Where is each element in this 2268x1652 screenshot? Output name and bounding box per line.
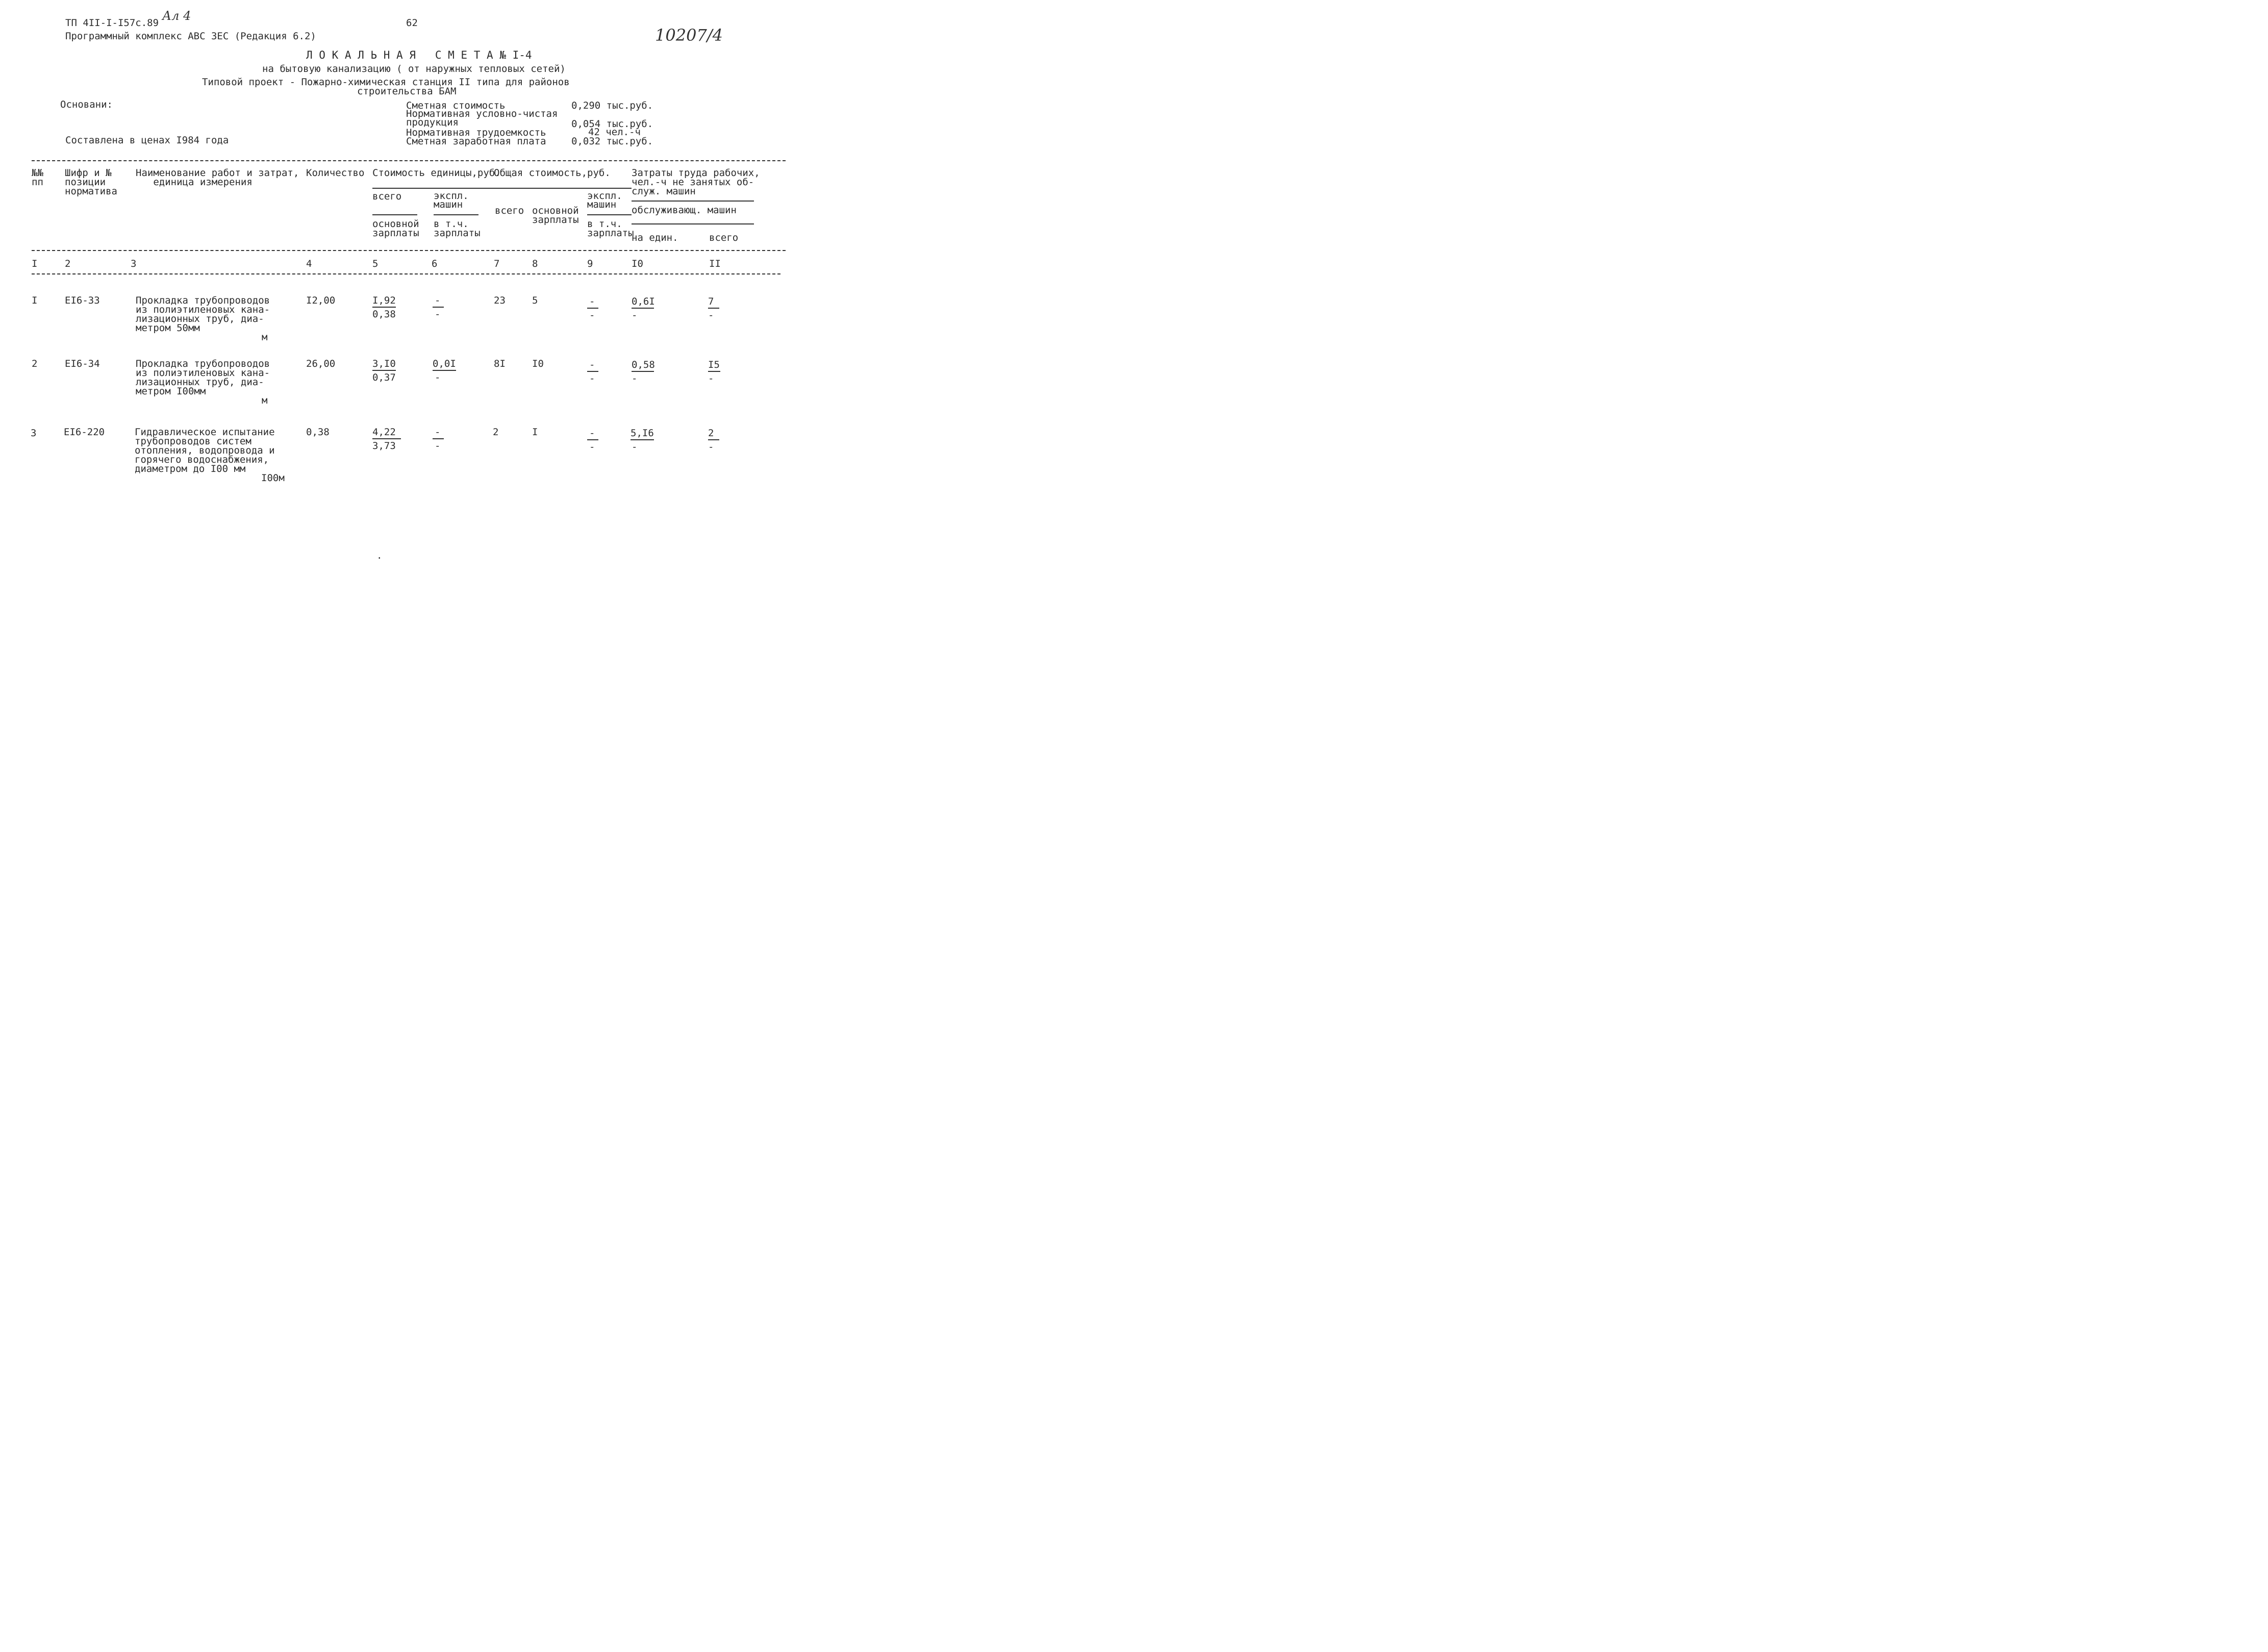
row-total-wage: I0: [532, 358, 544, 369]
row-labor-unit: 0,6I: [632, 296, 655, 307]
header-unit-ekspl: экспл. машин: [434, 190, 469, 210]
row-code: EI6-33: [65, 295, 100, 306]
colnum-7: 7: [494, 258, 500, 269]
row-total-machine-wage: -: [589, 310, 595, 321]
row-machine-cost-underline: [433, 438, 444, 439]
header-rule-total-ekspl: [587, 214, 632, 215]
row-num: 2: [32, 358, 38, 369]
row-total-machine: -: [589, 296, 595, 307]
document-subtitle: на бытовую канализацию ( от наружных тепловых сетей): [262, 63, 566, 74]
summary-value-net-product: 0,054 тыс.руб.: [571, 118, 653, 130]
row-qty: I2,00: [306, 295, 336, 306]
row-unit-wage: 0,37: [372, 372, 396, 383]
colnum-9: 9: [587, 258, 593, 269]
row-labor-unit: 5,I6: [631, 428, 654, 439]
row-name: Гидравлическое испытание трубопроводов систем отопления, водопровода и горячего водоснабжения, диаметром до I00 мм: [135, 427, 275, 474]
colnum-bottom-rule: [32, 273, 780, 274]
row-unit-cost-underline: [372, 370, 396, 371]
row-unit-cost: 4,22: [372, 427, 396, 438]
header-rule-obsluzh: [632, 223, 754, 224]
summary-label-net-product: Нормативная условно-чистая продукция: [406, 108, 558, 128]
row-labor-total: 7: [708, 296, 714, 307]
row-num: I: [32, 295, 38, 306]
row-unit-cost: 3,I0: [372, 358, 396, 369]
document-code: ТП 4II-I-I57с.89: [65, 17, 159, 29]
header-na-edin: на един.: [632, 232, 678, 243]
row-total-machine-underline: [587, 371, 598, 372]
row-labor-total-underline: [708, 308, 719, 309]
row-machine-cost: -: [435, 427, 441, 438]
row-unit: м: [262, 332, 268, 343]
summary-label-labor: Нормативная трудоемкость: [406, 127, 546, 138]
colnum-1: I: [32, 258, 38, 269]
row-total-wage: 5: [532, 295, 538, 306]
row-labor-unit-bot: -: [632, 441, 638, 453]
header-unit-vtch: в т.ч. зарплаты: [434, 218, 481, 239]
header-labor-vsego: всего: [709, 232, 739, 243]
row-labor-total-bot: -: [708, 441, 714, 453]
header-unit-vsego: всего: [372, 191, 402, 202]
row-total-machine: -: [589, 359, 595, 370]
summary-label-estimate: Сметная стоимость: [406, 100, 506, 111]
footer-mark: .: [376, 550, 383, 561]
page-number: 62: [406, 17, 418, 29]
row-labor-unit: 0,58: [632, 359, 655, 370]
header-bottom-rule: [32, 250, 786, 251]
colnum-4: 4: [306, 258, 312, 269]
row-code: EI6-34: [65, 358, 100, 369]
row-code: EI6-220: [64, 427, 105, 438]
header-total-ekspl: экспл. машин: [587, 190, 622, 210]
row-labor-unit-bot: -: [632, 373, 638, 384]
project-line-1: Типовой проект - Пожарно-химическая станция II типа для районов: [202, 77, 570, 88]
row-unit: I00м: [261, 472, 285, 484]
header-labor: Затраты труда рабочих, чел.-ч не занятых об- служ. машин: [632, 167, 760, 197]
row-total-machine-wage: -: [589, 441, 595, 453]
row-total-wage: I: [532, 427, 538, 438]
row-qty: 26,00: [306, 358, 336, 369]
row-total: 2: [493, 427, 499, 438]
row-machine-wage: -: [435, 440, 441, 452]
colnum-11: II: [709, 258, 721, 269]
header-total-osnovnoy: основной зарплаты: [532, 205, 579, 226]
row-machine-cost: 0,0I: [433, 358, 456, 369]
row-labor-total: I5: [708, 359, 720, 370]
project-line-2: строительства БАМ: [357, 86, 457, 97]
header-rule-labor: [632, 201, 754, 202]
summary-value-labor: 42 чел.-ч: [588, 127, 641, 138]
row-total-machine-wage: -: [589, 373, 595, 384]
colnum-5: 5: [372, 258, 379, 269]
row-labor-total-underline: [708, 439, 719, 440]
row-machine-cost-underline: [433, 370, 456, 371]
row-name: Прокладка трубопроводов из полиэтиленовых кана- лизационных труб, диа- метром 50мм: [136, 295, 270, 334]
header-code: Шифр и № позиции норматива: [65, 167, 117, 197]
row-labor-total-bot: -: [708, 310, 714, 321]
row-unit-cost: I,92: [372, 295, 396, 306]
handwritten-code-note: Ал 4: [162, 9, 191, 23]
header-total-vtch: в т.ч. зарплаты: [587, 218, 634, 239]
summary-label-wages: Сметная заработная плата: [406, 136, 546, 147]
row-labor-unit-bot: -: [632, 310, 638, 321]
row-qty: 0,38: [306, 427, 330, 438]
row-unit: м: [262, 395, 268, 406]
colnum-2: 2: [65, 258, 71, 269]
header-top-rule: [32, 160, 786, 161]
row-machine-cost-underline: [433, 307, 444, 308]
row-name: Прокладка трубопроводов из полиэтиленовых кана- лизационных труб, диа- метром I00мм: [136, 358, 270, 397]
header-unit-osnovnoy: основной зарплаты: [372, 218, 419, 239]
row-total-machine: -: [589, 428, 595, 439]
summary-value-wages: 0,032 тыс.руб.: [571, 136, 653, 147]
row-labor-unit-underline: [632, 308, 654, 309]
header-rule-unit-vsego: [372, 214, 417, 215]
row-total-machine-underline: [587, 308, 598, 309]
prices-label: Составлена в ценах I984 года: [65, 135, 229, 146]
colnum-3: 3: [131, 258, 137, 269]
software-line: Программный комплекс АВС 3ЕС (Редакция 6.2): [65, 31, 316, 42]
handwritten-stamp: 10207/4: [655, 26, 723, 45]
header-rule-cost: [372, 188, 632, 189]
row-labor-unit-underline: [632, 371, 654, 372]
row-total-machine-underline: [587, 439, 598, 440]
row-total: 23: [494, 295, 506, 306]
row-unit-cost-underline: [372, 438, 401, 439]
row-machine-wage: -: [435, 372, 441, 383]
header-obsluzh: обслуживающ. машин: [632, 205, 737, 216]
row-unit-wage: 0,38: [372, 309, 396, 320]
row-labor-total: 2: [708, 428, 714, 439]
colnum-8: 8: [532, 258, 538, 269]
header-rule-unit-ekspl: [434, 214, 478, 215]
row-total: 8I: [494, 358, 506, 369]
row-machine-wage: -: [435, 309, 441, 320]
header-num: №№ пп: [32, 167, 43, 188]
row-unit-wage: 3,73: [372, 440, 396, 452]
row-unit-cost-underline: [372, 307, 396, 308]
row-machine-cost: -: [435, 295, 441, 306]
row-labor-unit-underline: [631, 439, 654, 440]
header-name: Наименование работ и затрат, единица измерения: [136, 167, 299, 188]
header-total-vsego: всего: [495, 205, 524, 216]
summary-value-estimate: 0,290 тыс.руб.: [571, 100, 653, 111]
header-qty: Количество: [306, 167, 365, 179]
row-labor-total-bot: -: [708, 373, 714, 384]
header-total-cost: Общая стоимость,руб.: [494, 167, 611, 179]
colnum-6: 6: [432, 258, 438, 269]
row-num: 3: [31, 428, 37, 439]
row-labor-total-underline: [708, 371, 720, 372]
header-unit-cost: Стоимость единицы,руб.: [372, 167, 501, 179]
colnum-10: I0: [632, 258, 643, 269]
document-title: Л О К А Л Ь Н А Я С М Е Т А № I-4: [306, 49, 532, 61]
basis-label: Основани:: [60, 99, 113, 110]
